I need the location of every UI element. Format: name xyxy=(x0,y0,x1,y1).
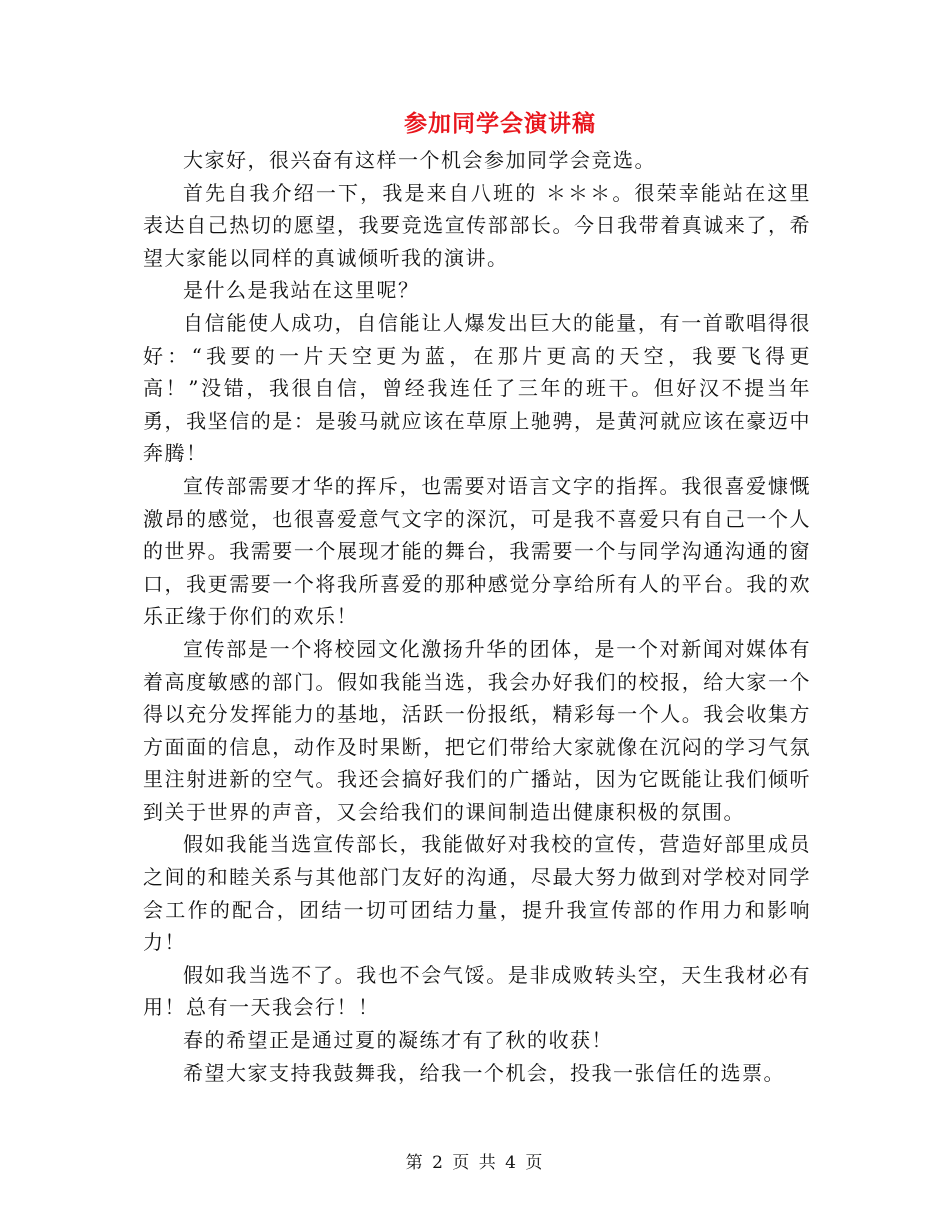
paragraph: 希望大家支持我鼓舞我，给我一个机会，投我一张信任的选票。 xyxy=(183,1060,785,1085)
paragraph: 宣传部是一个将校园文化激扬升华的团体，是一个对新闻对媒体有着高度敏感的部门。假如我能当选，我会办好我们的校报，给大家一个得以充分发挥能力的基地，活跃一份报纸，精彩每一个人。我会收集方方面面的信息，动作及时果断，把它们带给大家就像在沉闷的学习气氛里注射进新的空气。我还会搞好我们的广播站，因为它既能让我们倾听到关于世界的声音，又会给我们的课间制造出健康积极的氛围。 xyxy=(143,636,811,824)
paragraph: 春的希望正是通过夏的凝练才有了秋的收获！ xyxy=(183,1028,613,1053)
paragraph: 是什么是我站在这里呢？ xyxy=(183,278,420,303)
document-body xyxy=(143,144,811,1089)
paragraph: 首先自我介绍一下，我是来自八班的 ＊＊＊。很荣幸能站在这里表达自己热切的愿望，我要竞选宣传部部长。今日我带着真诚来了，希望大家能以同样的真诚倾听我的演讲。 xyxy=(143,180,811,270)
paragraph: 大家好，很兴奋有这样一个机会参加同学会竞选。 xyxy=(183,148,656,172)
document-title: 参加同学会演讲稿 xyxy=(404,110,596,137)
paragraph: 宣传部需要才华的挥斥，也需要对语言文字的指挥。我很喜爱慷慨激昂的感觉，也很喜爱意气文字的深沉，可是我不喜爱只有自己一个人的世界。我需要一个展现才能的舞台，我需要一个与同学沟通沟通的窗口，我更需要一个将我所喜爱的那种感觉分享给所有人的平台。我的欢乐正缘于你们的欢乐！ xyxy=(143,473,811,629)
paragraph: 假如我能当选宣传部长，我能做好对我校的宣传，营造好部里成员之间的和睦关系与其他部门友好的沟通，尽最大努力做到对学校对同学会工作的配合，团结一切可团结力量，提升我宣传部的作用力和影响力！ xyxy=(143,832,811,955)
page-number-footer: 第 2 页 共 4 页 xyxy=(405,1153,545,1173)
paragraph: 自信能使人成功，自信能让人爆发出巨大的能量，有一首歌唱得很好：“我要的一片天空更为蓝，在那片更高的天空，我要飞得更高！”没错，我很自信，曾经我连任了三年的班干。但好汉不提当年勇，我坚信的是：是骏马就应该在草原上驰骋，是黄河就应该在豪迈中奔腾！ xyxy=(143,310,811,466)
paragraph: 假如我当选不了。我也不会气馁。是非成败转头空，天生我材必有用！总有一天我会行！！ xyxy=(143,962,811,1020)
